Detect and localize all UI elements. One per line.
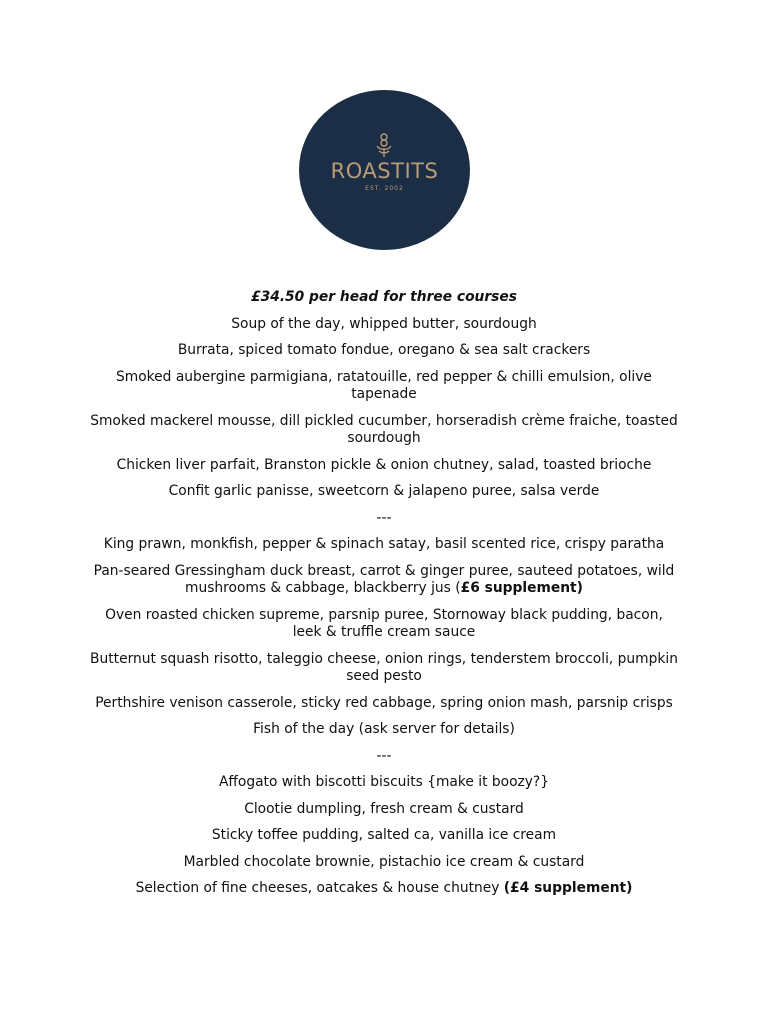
dessert-item: Affogato with biscotti biscuits {make it boozy?} bbox=[218, 774, 550, 790]
price-heading: £34.50 per head for three courses bbox=[251, 289, 517, 305]
starter-item: Burrata, spiced tomato fondue, oregano & sea salt crackers bbox=[177, 342, 591, 358]
logo-established: EST. 2002 bbox=[365, 185, 404, 192]
main-item: Oven roasted chicken supreme, parsnip puree, Stornoway black pudding, bacon, leek & truffle cream sauce bbox=[105, 606, 663, 640]
restaurant-logo bbox=[299, 90, 470, 250]
main-item bbox=[90, 563, 678, 598]
main-item: King prawn, monkfish, pepper & spinach satay, basil scented rice, crispy paratha bbox=[103, 536, 665, 552]
dessert-item: Sticky toffee pudding, salted ca, vanilla ice cream bbox=[211, 827, 557, 843]
starter-item: Soup of the day, whipped butter, sourdough bbox=[231, 315, 537, 332]
supplement-note: £6 supplement) bbox=[460, 580, 583, 596]
main-item-text: Pan-seared Gressingham duck breast, carrot & ginger puree, sauteed potatoes, wild mushrooms & cabbage, blackberry jus ( bbox=[93, 562, 675, 596]
starter-item: Smoked aubergine parmigiana, ratatouille, red pepper & chilli emulsion, olive tapenade bbox=[116, 368, 652, 402]
logo-wordmark: ROASTITS bbox=[330, 159, 439, 183]
main-item: Perthshire venison casserole, sticky red cabbage, spring onion mash, parsnip crisps bbox=[95, 694, 673, 711]
dessert-item: Marbled chocolate brownie, pistachio ice cream & custard bbox=[183, 853, 585, 870]
course-separator: --- bbox=[376, 747, 392, 764]
dessert-item-text: Selection of fine cheeses, oatcakes & house chutney bbox=[135, 880, 504, 896]
starter-item: Chicken liver parfait, Branston pickle & onion chutney, salad, toasted brioche bbox=[116, 456, 652, 473]
main-item: Butternut squash risotto, taleggio cheese, onion rings, tenderstem broccoli, pumpkin seed pesto bbox=[90, 650, 678, 684]
menu-content bbox=[90, 289, 678, 907]
thistle-emblem-icon bbox=[372, 132, 396, 158]
dessert-item bbox=[90, 880, 678, 898]
starter-item: Confit garlic panisse, sweetcorn & jalapeno puree, salsa verde bbox=[168, 483, 600, 499]
course-separator: --- bbox=[376, 509, 392, 526]
starter-item: Smoked mackerel mousse, dill pickled cucumber, horseradish crème fraiche, toasted sourdough bbox=[90, 412, 678, 446]
supplement-note: (£4 supplement) bbox=[503, 880, 633, 896]
dessert-item: Clootie dumpling, fresh cream & custard bbox=[244, 800, 524, 817]
main-item: Fish of the day (ask server for details) bbox=[253, 721, 515, 737]
